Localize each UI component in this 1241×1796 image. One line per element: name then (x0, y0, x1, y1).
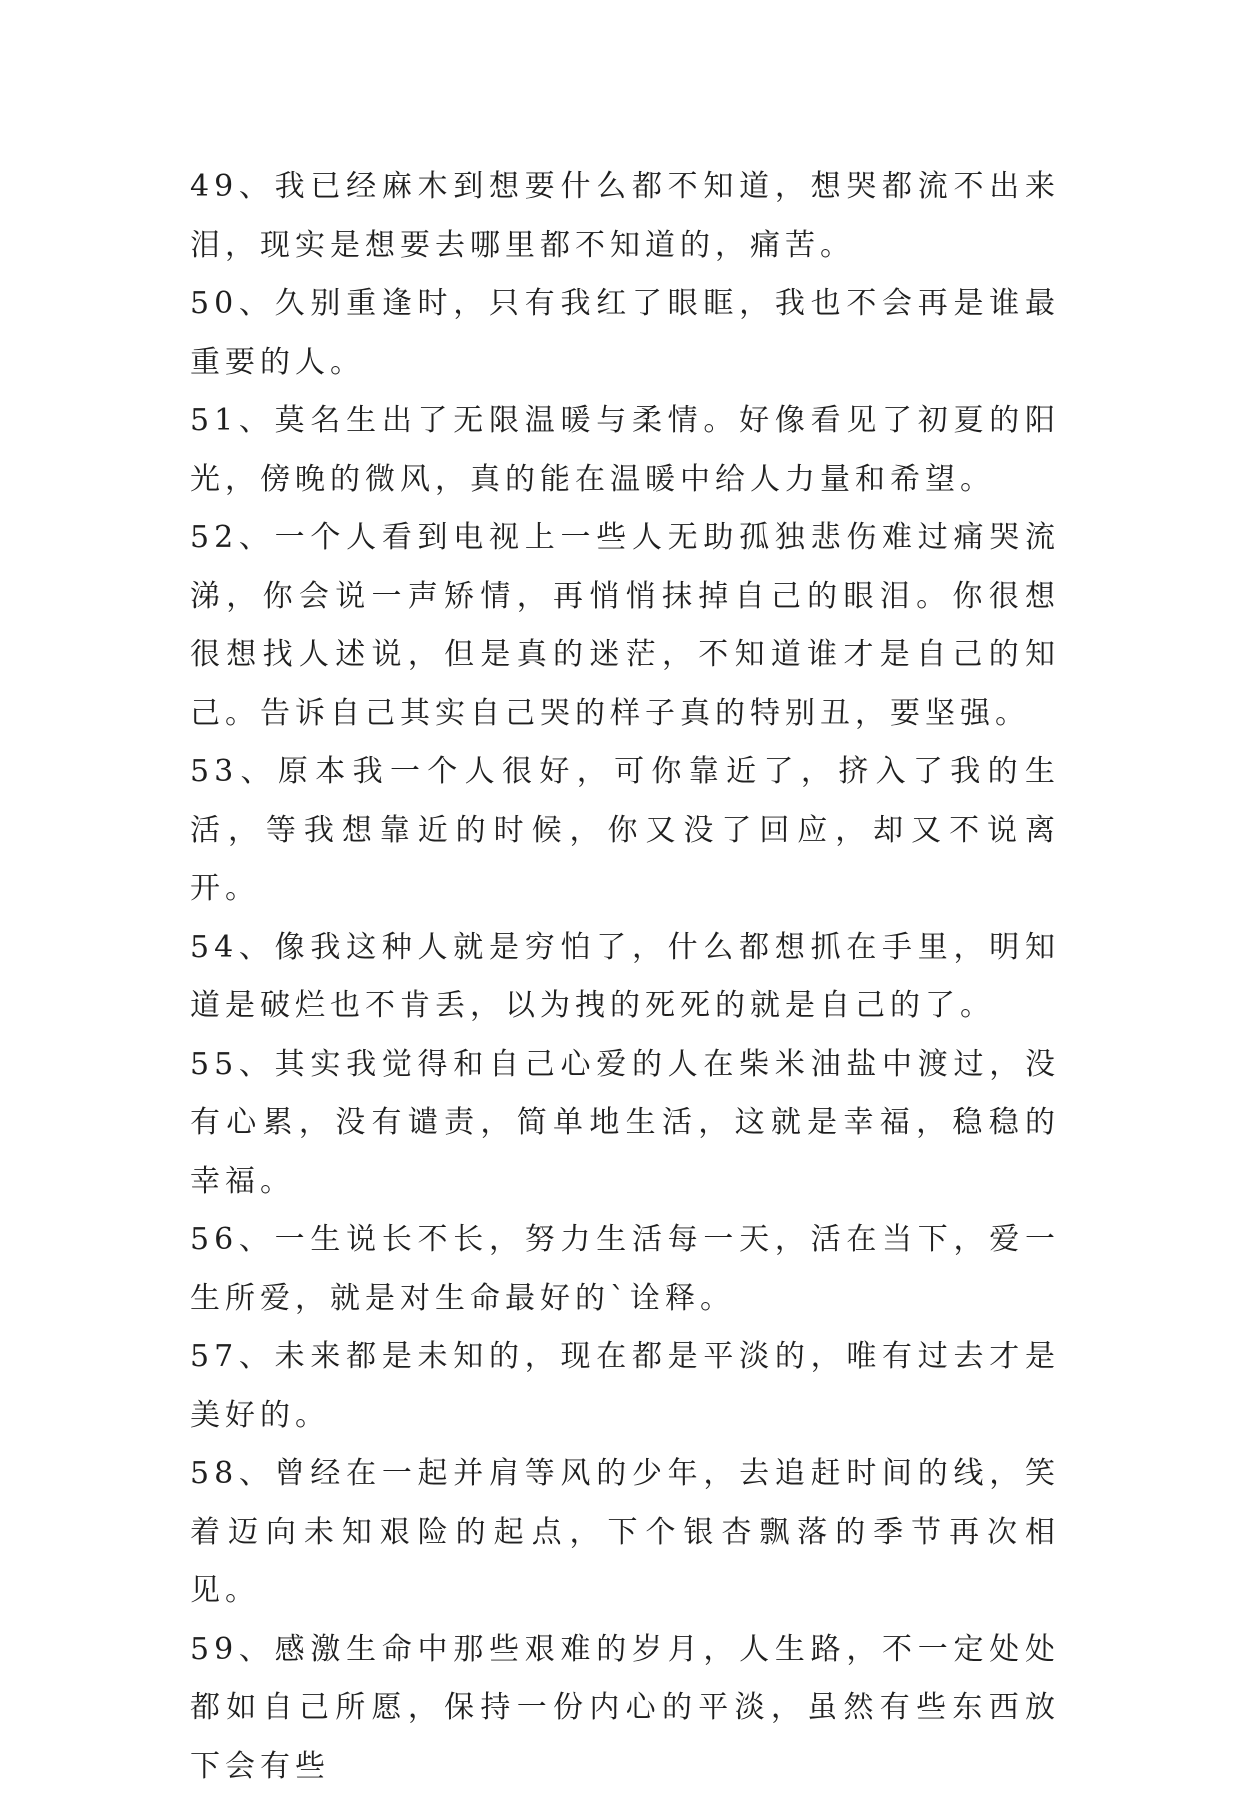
paragraph-51: 51、莫名生出了无限温暖与柔情。好像看见了初夏的阳光，傍晚的微风，真的能在温暖中给人力量和希望。 (190, 392, 1060, 509)
paragraph-50: 50、久别重逢时，只有我红了眼眶，我也不会再是谁最重要的人。 (190, 275, 1060, 392)
paragraph-55: 55、其实我觉得和自己心爱的人在柴米油盐中渡过，没有心累，没有谴责，简单地生活，这就是幸福，稳稳的幸福。 (190, 1036, 1060, 1212)
paragraph-59: 59、感激生命中那些艰难的岁月，人生路，不一定处处都如自己所愿，保持一份内心的平淡，虽然有些东西放下会有些 (190, 1621, 1060, 1796)
paragraph-53: 53、原本我一个人很好，可你靠近了，挤入了我的生活，等我想靠近的时候，你又没了回应，却又不说离开。 (190, 743, 1060, 919)
paragraph-54: 54、像我这种人就是穷怕了，什么都想抓在手里，明知道是破烂也不肯丢，以为拽的死死的就是自己的了。 (190, 919, 1060, 1036)
paragraph-49: 49、我已经麻木到想要什么都不知道，想哭都流不出来泪，现实是想要去哪里都不知道的，痛苦。 (190, 158, 1060, 275)
paragraph-56: 56、一生说长不长，努力生活每一天，活在当下，爱一生所爱，就是对生命最好的`诠释。 (190, 1211, 1060, 1328)
paragraph-52: 52、一个人看到电视上一些人无助孤独悲伤难过痛哭流涕，你会说一声矫情，再悄悄抹掉自己的眼泪。你很想很想找人述说，但是真的迷茫，不知道谁才是自己的知己。告诉自己其实自己哭的样子真的特别丑，要坚强。 (190, 509, 1060, 743)
paragraph-57: 57、未来都是未知的，现在都是平淡的，唯有过去才是美好的。 (190, 1328, 1060, 1445)
document-body (190, 158, 1060, 1796)
paragraph-58: 58、曾经在一起并肩等风的少年，去追赶时间的线，笑着迈向未知艰险的起点，下个银杏飘落的季节再次相见。 (190, 1445, 1060, 1621)
